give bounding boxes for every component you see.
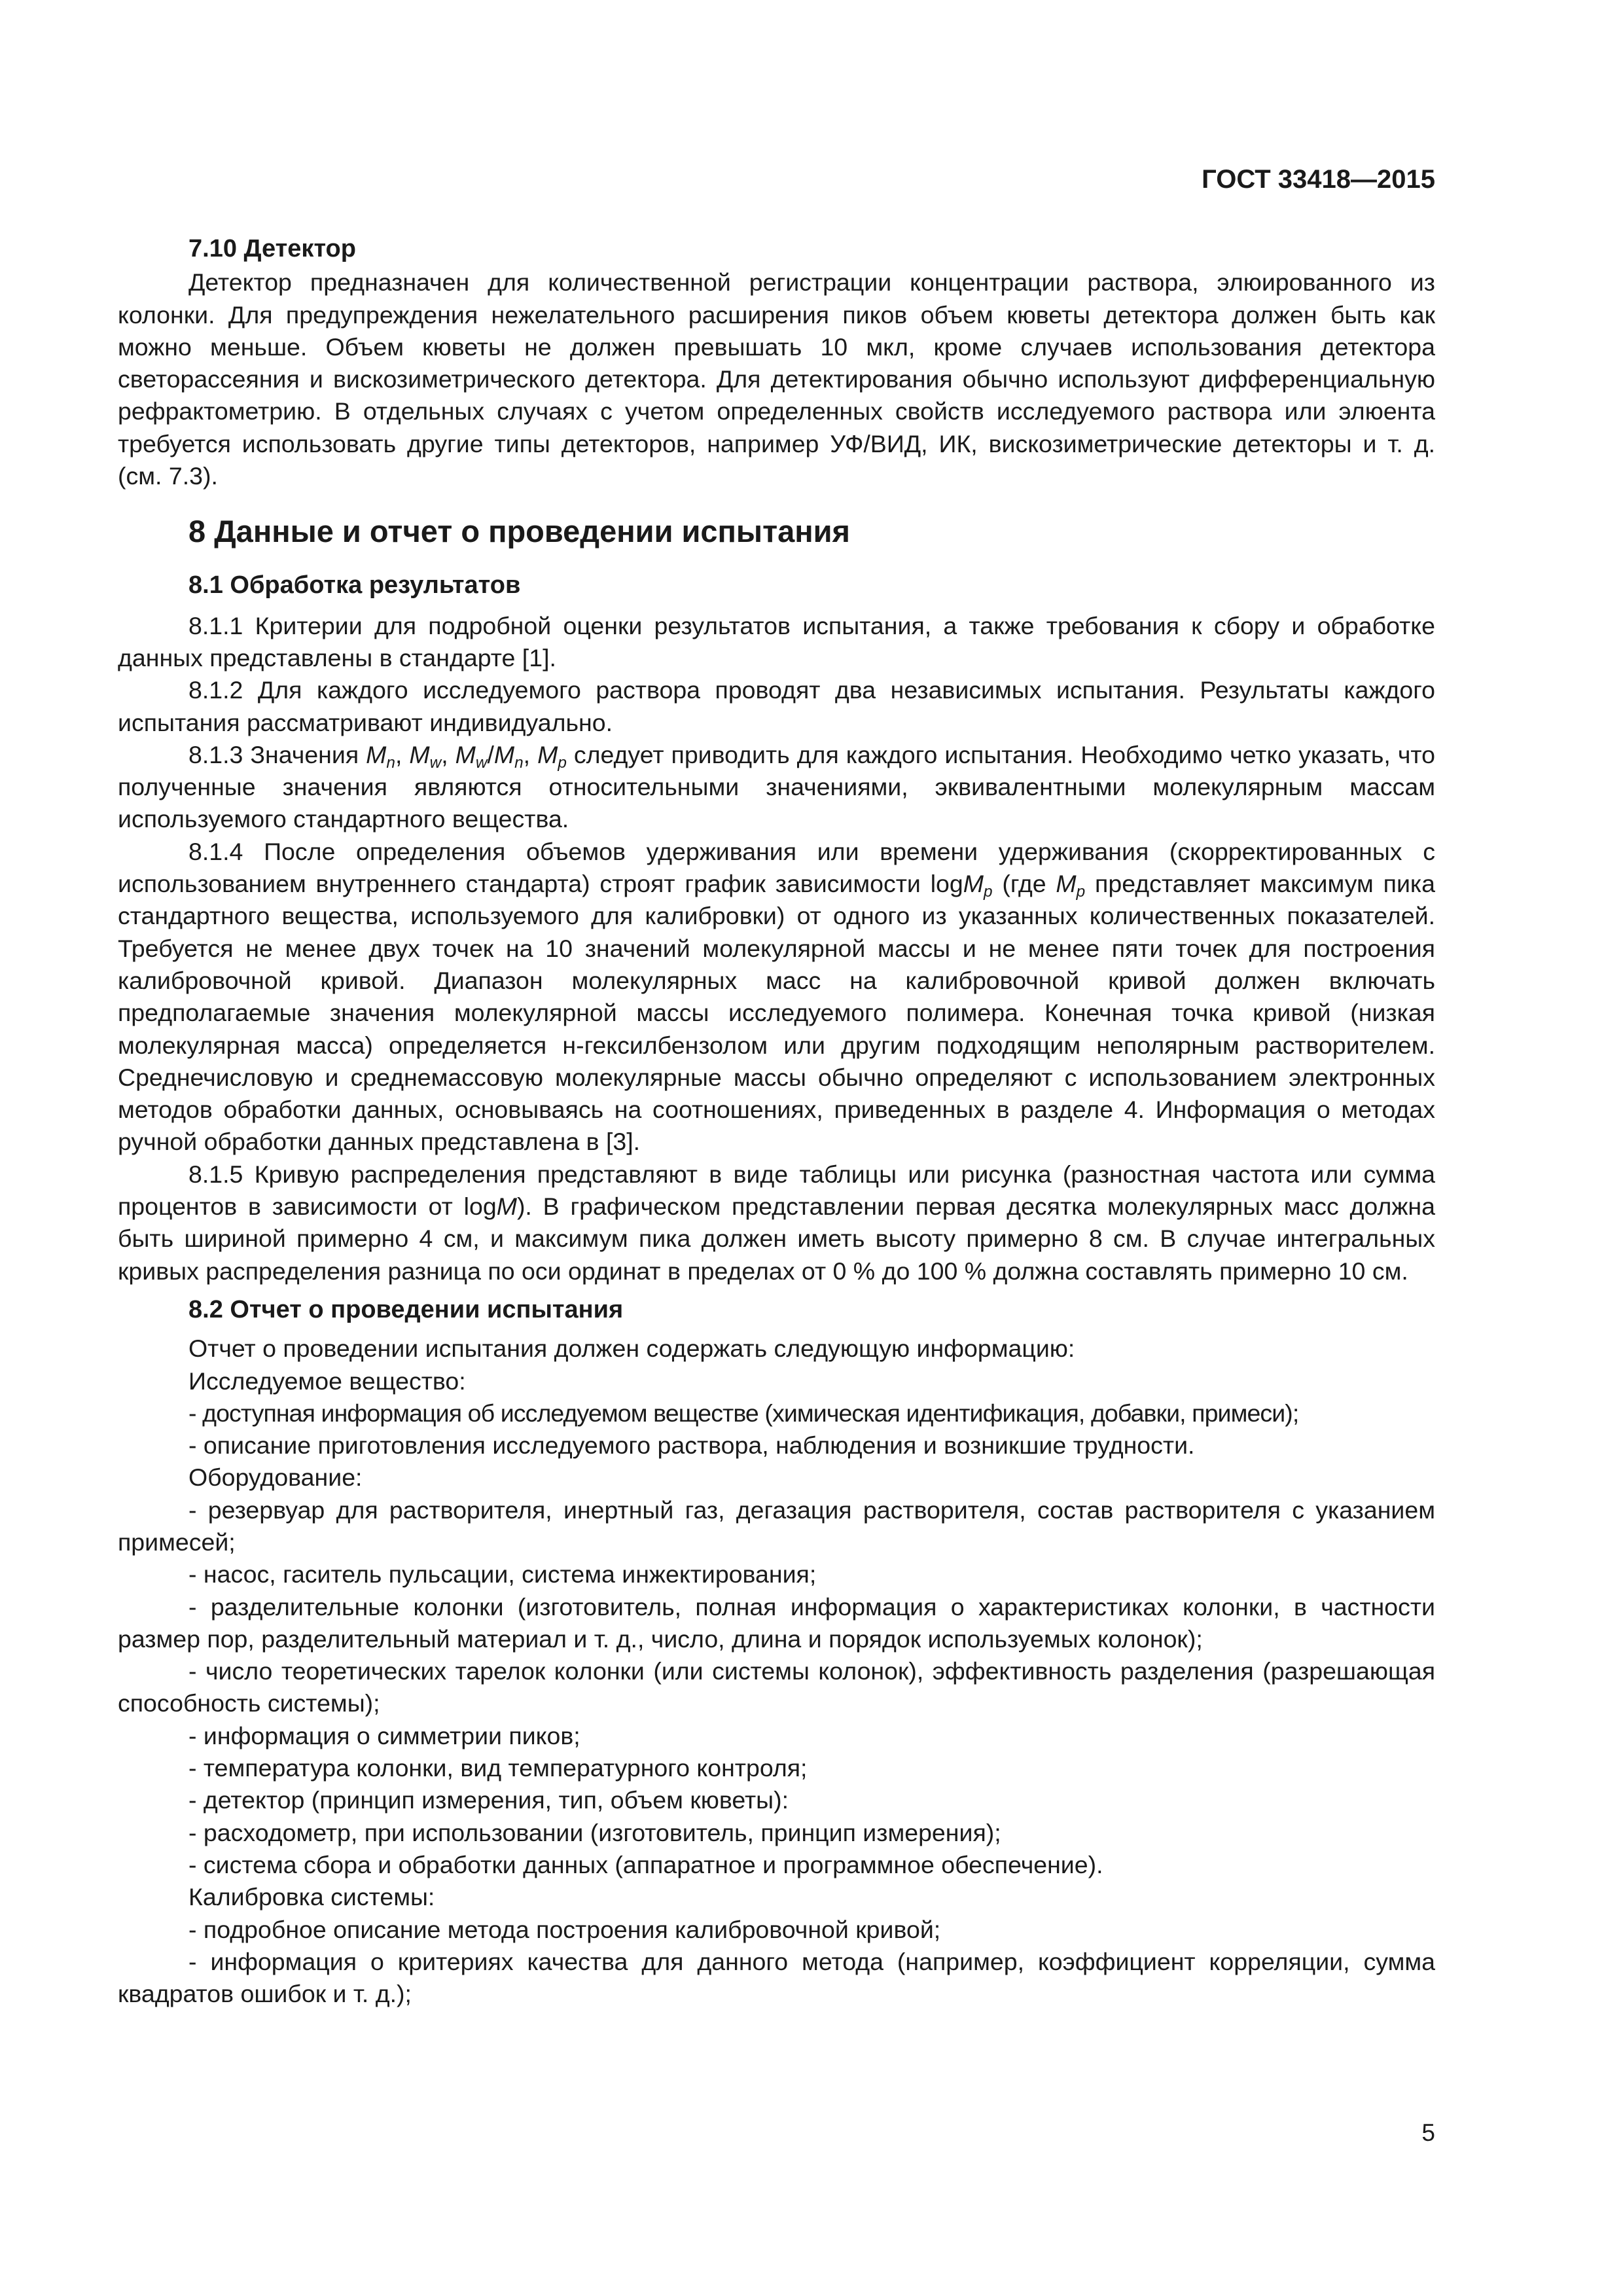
section-8-2-intro: Отчет о проведении испытания должен содержать следующую информацию: xyxy=(188,1335,1075,1363)
subscript-p: p xyxy=(983,882,993,901)
symbol-m: M xyxy=(455,740,476,768)
list-item: - резервуар для растворителя, инертный газ, дегазация растворителя, состав растворителя с указанием примесей; xyxy=(118,1496,1435,1556)
symbol-m: M xyxy=(366,740,387,768)
section-7-10-text: Детектор предназначен для количественной регистрации концентрации раствора, элюированного из колонки. Для предупреждения нежелательного расширения пиков объем кюветы детектора должен быть как можно меньше. Объем кюветы не должен превышать 10 мкл, кроме случаев использования детектора светорассеяния и вискозиметрического детектора. Для детектирования обычно используют дифференциальную рефрактометрию. В отдельных случаях с учетом определенных свойств исследуемого раствора или элюента требуется использовать другие типы детекторов, например УФ/ВИД, ИК, вискозиметрические детекторы и т. д. (см. 7.3). xyxy=(118,268,1435,490)
paragraph-8-1-2: 8.1.2 Для каждого исследуемого раствора проводят два независимых испытания. Результаты каждого испытания рассматривают индивидуально. xyxy=(118,676,1435,736)
paragraph-8-1-3-lead: 8.1.3 Значения xyxy=(188,740,366,768)
list-item: - система сбора и обработки данных (аппаратное и программное обеспечение). xyxy=(188,1850,1103,1878)
document-code: ГОСТ 33418—2015 xyxy=(1202,165,1435,194)
section-8-2-title: 8.2 Отчет о проведении испытания xyxy=(188,1295,624,1323)
group-label-substance: Исследуемое вещество: xyxy=(188,1367,466,1395)
symbol-m: M xyxy=(496,1193,517,1221)
list-item: - температура колонки, вид температурного контроля; xyxy=(188,1754,808,1782)
list-item: - насос, гаситель пульсации, система инжектирования; xyxy=(188,1560,817,1588)
paragraph-8-1-3: 8.1.3 Значения $M_n$, $M_w$, $M_w/M_n$, $M_p$ следует приводить для каждого испытания. Необходимо четко указать, что полученные значения являются относительными значениями, эквивалентными молекулярным массам используемого стандартного вещества. xyxy=(118,740,1435,833)
paragraph-8-1-3-rest: следует приводить для каждого испытания. Необходимо четко указать, что полученные значения являются относительными значениями, эквивалентными молекулярным массам используемого стандартного вещества. xyxy=(118,740,1435,833)
section-8-1-title: 8.1 Обработка результатов xyxy=(188,571,521,600)
list-item: - детектор (принцип измерения, тип, объем кюветы): xyxy=(188,1786,789,1814)
subscript-n: n xyxy=(514,753,524,772)
paragraph-8-1-1: 8.1.1 Критерии для подробной оценки результатов испытания, а также требования к сбору и обработке данных представлены в стандарте [1]. xyxy=(118,611,1435,672)
symbol-m: M xyxy=(963,870,984,898)
subscript-w: w xyxy=(429,753,442,772)
group-label-equipment: Оборудование: xyxy=(188,1463,363,1492)
subscript-p: p xyxy=(558,753,567,772)
list-item: - доступная информация об исследуемом веществе (химическая идентификация, добавки, примеси); xyxy=(188,1399,1299,1427)
symbol-m: M xyxy=(493,740,515,768)
page-number: 5 xyxy=(1421,2119,1435,2146)
symbol-m: M xyxy=(1056,870,1077,898)
paragraph-8-1-5: 8.1.5 Кривую распределения представляют в виде таблицы или рисунка (разностная частота или сумма процентов в зависимости от logM). В графическом представлении первая десятка молекулярных масс должна быть шириной примерно 4 см, и максимум пика должен иметь высоту примерно 8 см. В случае интегральных кривых распределения разница по оси ординат в пределах от 0 % до 100 % должна составлять примерно 10 см. xyxy=(118,1160,1435,1285)
list-item: - описание приготовления исследуемого раствора, наблюдения и возникшие трудности. xyxy=(188,1431,1195,1460)
group-label-calibration: Калибровка системы: xyxy=(188,1883,435,1911)
list-item: - число теоретических тарелок колонки (или системы колонок), эффективность разделения (разрешающая способность системы); xyxy=(118,1657,1435,1717)
list-item: - разделительные колонки (изготовитель, полная информация о характеристиках колонки, в частности размер пор, разделительный материал и т. д., число, длина и порядок используемых колонок); xyxy=(118,1592,1435,1653)
section-7-10-title: 7.10 Детектор xyxy=(188,235,356,262)
list-item: - информация о симметрии пиков; xyxy=(188,1721,580,1749)
section-8-title: 8 Данные и отчет о проведении испытания xyxy=(188,514,850,549)
subscript-n: n xyxy=(386,753,395,772)
symbol-m: M xyxy=(409,740,430,768)
list-item: - подробное описание метода построения калибровочной кривой; xyxy=(188,1915,941,1943)
paragraph-8-1-4: 8.1.4 После определения объемов удерживания или времени удерживания (скорректированных с использованием внутреннего стандарта) строят график зависимости logM$_p$ (где $M_p$ представляет максимум пика стандартного вещества, используемого для калибровки) от одного из указанных количественных показателей. Требуется не менее двух точек на 10 значений молекулярной массы и не менее пяти точек для построения калибровочной кривой. Диапазон молекулярных масс на калибровочной кривой должен включать предполагаемые значения молекулярной массы исследуемого полимера. Конечная точка кривой (низкая молекулярная масса) определяется н-гексилбензолом или другим подходящим неполярным растворителем. Среднечисловую и среднемассовую молекулярные массы обычно определяют с использованием электронных методов обработки данных, основываясь на соотношениях, приведенных в разделе 4. Информация о методах ручной обработки данных представлена в [3]. xyxy=(118,837,1435,1156)
subscript-w: w xyxy=(475,753,488,772)
page-content xyxy=(118,233,1435,2010)
list-item: - информация о критериях качества для данного метода (например, коэффициент корреляции, сумма квадратов ошибок и т. д.); xyxy=(118,1947,1435,2008)
symbol-m: M xyxy=(537,740,558,768)
subscript-p: p xyxy=(1076,882,1086,901)
list-item: - расходометр, при использовании (изготовитель, принцип измерения); xyxy=(188,1818,1001,1846)
